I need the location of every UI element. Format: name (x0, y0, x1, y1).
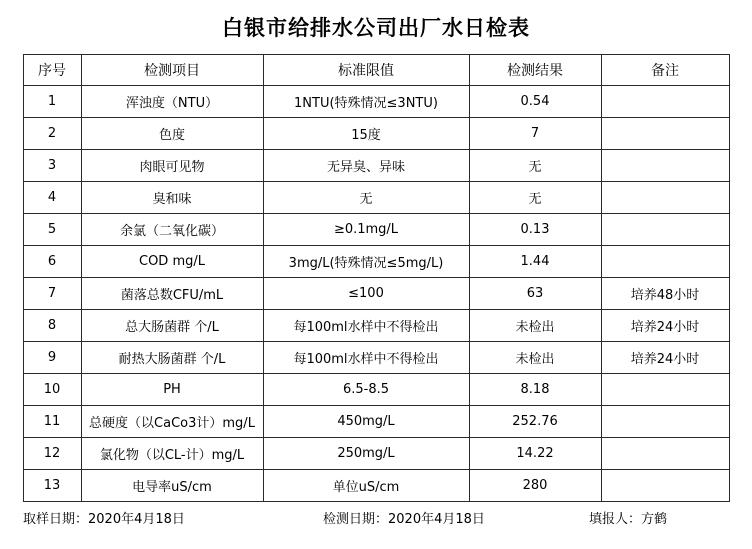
cell-remark (601, 246, 729, 278)
table-row (23, 246, 729, 278)
header-cell-no: 序号 (23, 55, 81, 86)
cell-result: 280 (469, 470, 601, 502)
table-row (23, 374, 729, 406)
test-date: 检测日期：2020年4月18日 (323, 512, 485, 527)
report-footer (23, 502, 729, 527)
cell-remark: 培养24小时 (601, 342, 729, 374)
cell-no: 11 (23, 406, 81, 438)
table-row (23, 406, 729, 438)
page-title: 白银市给排水公司出厂水日检表 (222, 16, 530, 40)
cell-limit: 450mg/L (263, 406, 469, 438)
cell-item: 余氯（二氧化碳） (81, 214, 263, 246)
cell-item: PH (81, 374, 263, 406)
cell-remark (601, 118, 729, 150)
cell-item: COD mg/L (81, 246, 263, 278)
cell-item: 色度 (81, 118, 263, 150)
cell-remark (601, 438, 729, 470)
header-cell-item: 检测项目 (81, 55, 263, 86)
cell-item: 菌落总数CFU/mL (81, 278, 263, 310)
cell-no: 13 (23, 470, 81, 502)
cell-limit: 单位uS/cm (263, 470, 469, 502)
cell-limit: 1NTU(特殊情况≤3NTU) (263, 86, 469, 118)
cell-result: 0.54 (469, 86, 601, 118)
cell-result: 未检出 (469, 310, 601, 342)
cell-no: 4 (23, 182, 81, 214)
cell-remark (601, 182, 729, 214)
table-row (23, 278, 729, 310)
cell-item: 浑浊度（NTU） (81, 86, 263, 118)
cell-limit: 无 (263, 182, 469, 214)
cell-limit: ≥0.1mg/L (263, 214, 469, 246)
header-cell-remark: 备注 (601, 55, 729, 86)
cell-item: 耐热大肠菌群 个/L (81, 342, 263, 374)
cell-limit: ≤100 (263, 278, 469, 310)
cell-remark (601, 214, 729, 246)
cell-result: 未检出 (469, 342, 601, 374)
cell-item: 臭和味 (81, 182, 263, 214)
cell-limit: 每100ml水样中不得检出 (263, 310, 469, 342)
cell-no: 12 (23, 438, 81, 470)
reporter: 填报人：方鹤 (589, 512, 668, 527)
cell-no: 6 (23, 246, 81, 278)
cell-result: 14.22 (469, 438, 601, 470)
cell-no: 3 (23, 150, 81, 182)
cell-no: 8 (23, 310, 81, 342)
cell-result: 7 (469, 118, 601, 150)
cell-no: 2 (23, 118, 81, 150)
cell-remark (601, 470, 729, 502)
cell-remark: 培养24小时 (601, 310, 729, 342)
cell-result: 1.44 (469, 246, 601, 278)
cell-no: 9 (23, 342, 81, 374)
cell-remark (601, 374, 729, 406)
table-row (23, 182, 729, 214)
cell-remark (601, 86, 729, 118)
cell-item: 总大肠菌群 个/L (81, 310, 263, 342)
table-row (23, 118, 729, 150)
table-body (23, 86, 729, 502)
table-row (23, 342, 729, 374)
cell-result: 无 (469, 182, 601, 214)
cell-result: 252.76 (469, 406, 601, 438)
cell-item: 电导率uS/cm (81, 470, 263, 502)
table-row (23, 150, 729, 182)
table-row (23, 214, 729, 246)
header-cell-result: 检测结果 (469, 55, 601, 86)
cell-no: 10 (23, 374, 81, 406)
cell-limit: 3mg/L(特殊情况≤5mg/L) (263, 246, 469, 278)
header-cell-limit: 标准限值 (263, 55, 469, 86)
table-row (23, 438, 729, 470)
table-header (23, 55, 729, 86)
cell-limit: 每100ml水样中不得检出 (263, 342, 469, 374)
cell-result: 8.18 (469, 374, 601, 406)
cell-limit: 15度 (263, 118, 469, 150)
sample-date: 取样日期：2020年4月18日 (23, 512, 185, 527)
cell-limit: 无异臭、异味 (263, 150, 469, 182)
cell-limit: 6.5-8.5 (263, 374, 469, 406)
table-header-row (23, 55, 729, 86)
table-row (23, 86, 729, 118)
cell-remark (601, 150, 729, 182)
cell-limit: 250mg/L (263, 438, 469, 470)
cell-item: 肉眼可见物 (81, 150, 263, 182)
cell-item: 总硬度（以CaCo3计）mg/L (81, 406, 263, 438)
cell-result: 63 (469, 278, 601, 310)
table-row (23, 470, 729, 502)
cell-no: 7 (23, 278, 81, 310)
cell-remark (601, 406, 729, 438)
cell-item: 氯化物（以CL-计）mg/L (81, 438, 263, 470)
table-row (23, 310, 729, 342)
cell-remark: 培养48小时 (601, 278, 729, 310)
cell-result: 0.13 (469, 214, 601, 246)
water-test-table (23, 54, 730, 502)
cell-result: 无 (469, 150, 601, 182)
cell-no: 1 (23, 86, 81, 118)
cell-no: 5 (23, 214, 81, 246)
